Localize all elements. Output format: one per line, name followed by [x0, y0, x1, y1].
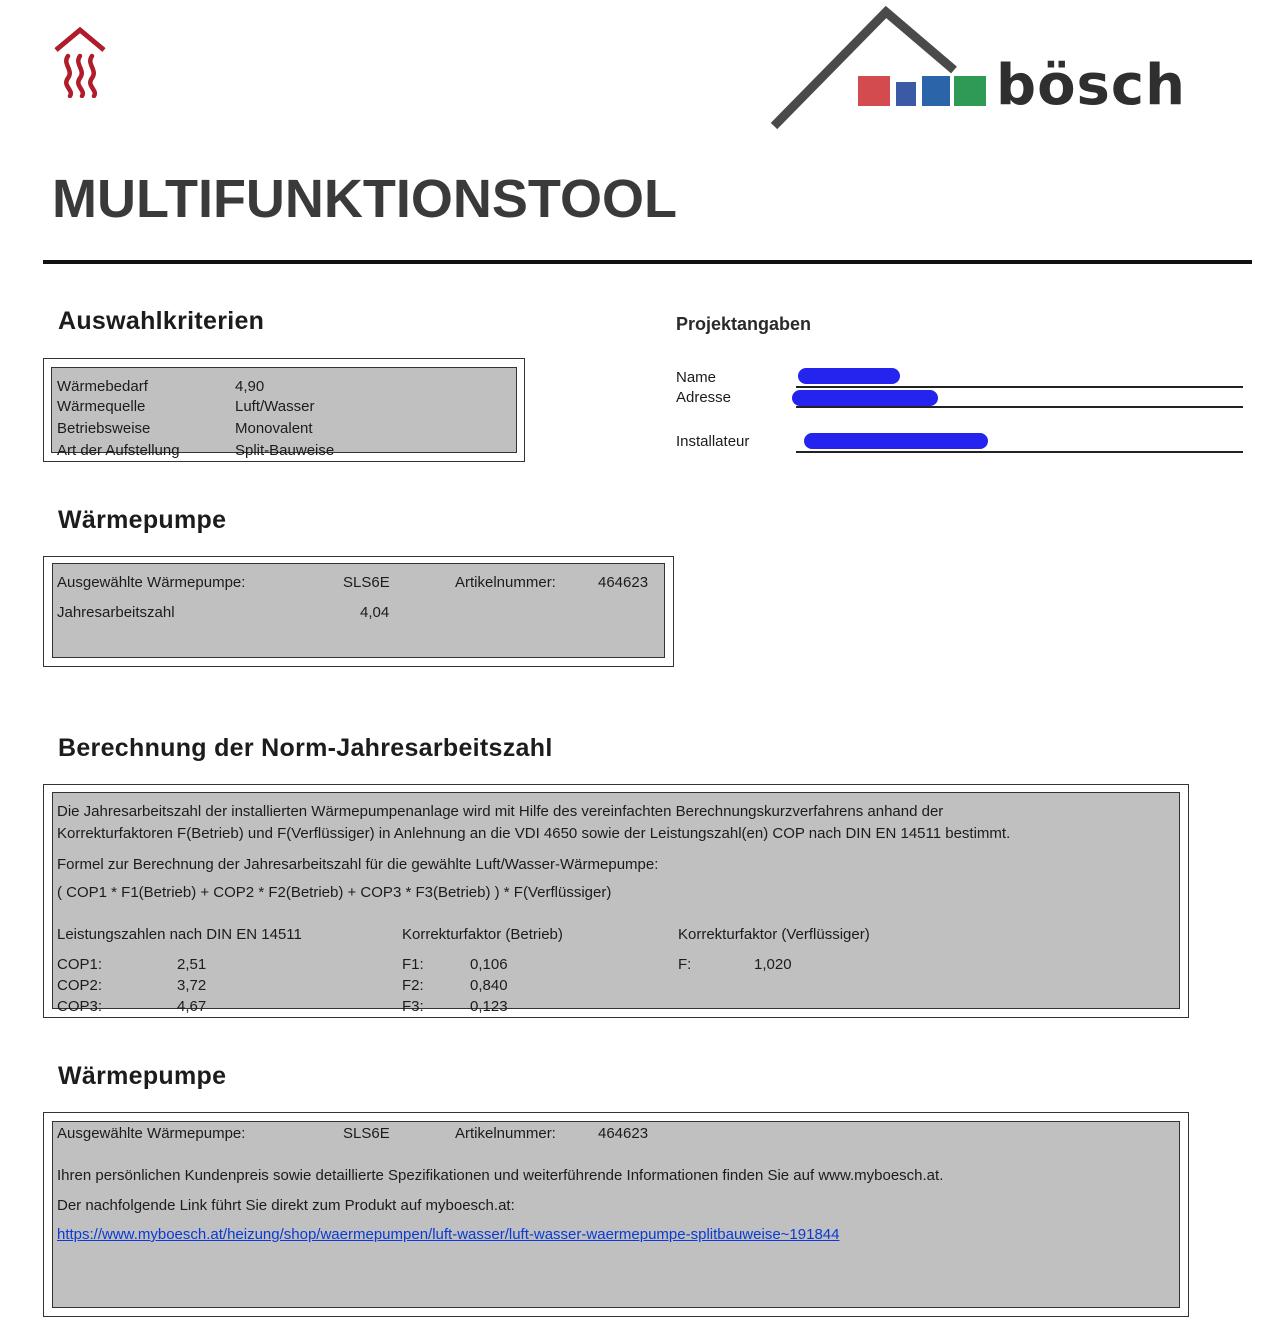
auswahl-value-2: Luft/Wasser [235, 398, 315, 415]
wp1-jaz-value: 4,04 [360, 604, 390, 621]
wp2-info-text: Ihren persönlichen Kundenpreis sowie detaillierte Spezifikationen und weiterführende Informationen finden Sie auf www.myboesch.at. [57, 1167, 944, 1184]
f-verfl-label: F: [678, 956, 692, 973]
projekt-name-line [796, 386, 1243, 388]
projekt-installateur-label: Installateur [676, 433, 750, 450]
auswahl-value-1: 4,90 [235, 378, 265, 395]
f3-label: F3: [402, 998, 424, 1015]
waermepumpe-box-1 [43, 556, 674, 667]
auswahl-label-1: Wärmebedarf [57, 378, 148, 395]
cop3-value: 4,67 [177, 998, 207, 1015]
redaction-mark [792, 390, 938, 406]
berechnung-box [43, 784, 1189, 1018]
formula-text: ( COP1 * F1(Betrieb) + COP2 * F2(Betrieb) + COP3 * F3(Betrieb) ) * F(Verflüssiger) [57, 884, 612, 901]
redaction-mark [798, 368, 900, 384]
wp2-article-value: 464623 [598, 1125, 649, 1142]
col-cop-heading: Leistungszahlen nach DIN EN 14511 [57, 926, 302, 943]
cop1-value: 2,51 [177, 956, 207, 973]
heating-house-icon [52, 26, 108, 98]
wp1-article-label: Artikelnummer: [455, 574, 556, 591]
waermepumpe-box-2 [43, 1112, 1189, 1317]
projekt-adresse-label: Adresse [676, 389, 732, 406]
berechnung-intro-2: Korrekturfaktoren F(Betrieb) und F(Verflüssiger) in Anlehnung an die VDI 4650 sowie der Leistungszahl(en) COP nach DIN EN 14511 bestimmt. [57, 825, 1011, 842]
formula-label: Formel zur Berechnung der Jahresarbeitszahl für die gewählte Luft/Wasser-Wärmepumpe: [57, 856, 659, 873]
projekt-installateur-line [796, 451, 1243, 453]
cop2-value: 3,72 [177, 977, 207, 994]
product-link[interactable]: https://www.myboesch.at/heizung/shop/waermepumpen/luft-wasser/luft-wasser-waermepumpe-splitbauweise~191844 [57, 1226, 840, 1243]
auswahl-heading: Auswahlkriterien [58, 307, 265, 335]
f3-value: 0,123 [470, 998, 508, 1015]
f2-value: 0,840 [470, 977, 508, 994]
brand-logo [768, 6, 1248, 132]
wp1-selected-label: Ausgewählte Wärmepumpe: [57, 574, 246, 591]
wp2-selected-label: Ausgewählte Wärmepumpe: [57, 1125, 246, 1142]
cop1-label: COP1: [57, 956, 103, 973]
auswahl-value-3: Monovalent [235, 420, 313, 437]
auswahl-label-3: Betriebsweise [57, 420, 151, 437]
wp2-article-label: Artikelnummer: [455, 1125, 556, 1142]
projekt-adresse-line [796, 406, 1243, 408]
cop2-label: COP2: [57, 977, 103, 994]
projekt-name-label: Name [676, 369, 717, 386]
brand-name: bösch [996, 53, 1186, 118]
wp2-link-intro: Der nachfolgende Link führt Sie direkt zum Produkt auf myboesch.at: [57, 1197, 515, 1214]
f-verfl-value: 1,020 [754, 956, 792, 973]
wp1-article-value: 464623 [598, 574, 649, 591]
wp2-selected-value: SLS6E [343, 1125, 390, 1142]
wp1-selected-value: SLS6E [343, 574, 390, 591]
waermepumpe-heading-1: Wärmepumpe [58, 506, 227, 534]
cop3-label: COP3: [57, 998, 103, 1015]
f2-label: F2: [402, 977, 424, 994]
col-fverfl-heading: Korrekturfaktor (Verflüssiger) [678, 926, 870, 943]
page-title: MULTIFUNKTIONSTOOL [52, 169, 677, 229]
auswahl-box [43, 358, 525, 462]
wp1-jaz-label: Jahresarbeitszahl [57, 604, 175, 621]
projekt-heading: Projektangaben [676, 314, 812, 334]
redaction-mark [804, 433, 988, 449]
title-divider [43, 260, 1252, 264]
berechnung-intro-1: Die Jahresarbeitszahl der installierten Wärmepumpenanlage wird mit Hilfe des vereinfachten Berechnungskurzverfahrens anhand der [57, 803, 944, 820]
col-fbetrieb-heading: Korrekturfaktor (Betrieb) [402, 926, 563, 943]
berechnung-heading: Berechnung der Norm-Jahresarbeitszahl [58, 734, 553, 762]
f1-value: 0,106 [470, 956, 508, 973]
auswahl-value-4: Split-Bauweise [235, 442, 335, 459]
f1-label: F1: [402, 956, 424, 973]
auswahl-label-4: Art der Aufstellung [57, 442, 180, 459]
waermepumpe-heading-2: Wärmepumpe [58, 1062, 227, 1090]
auswahl-label-2: Wärmequelle [57, 398, 146, 415]
